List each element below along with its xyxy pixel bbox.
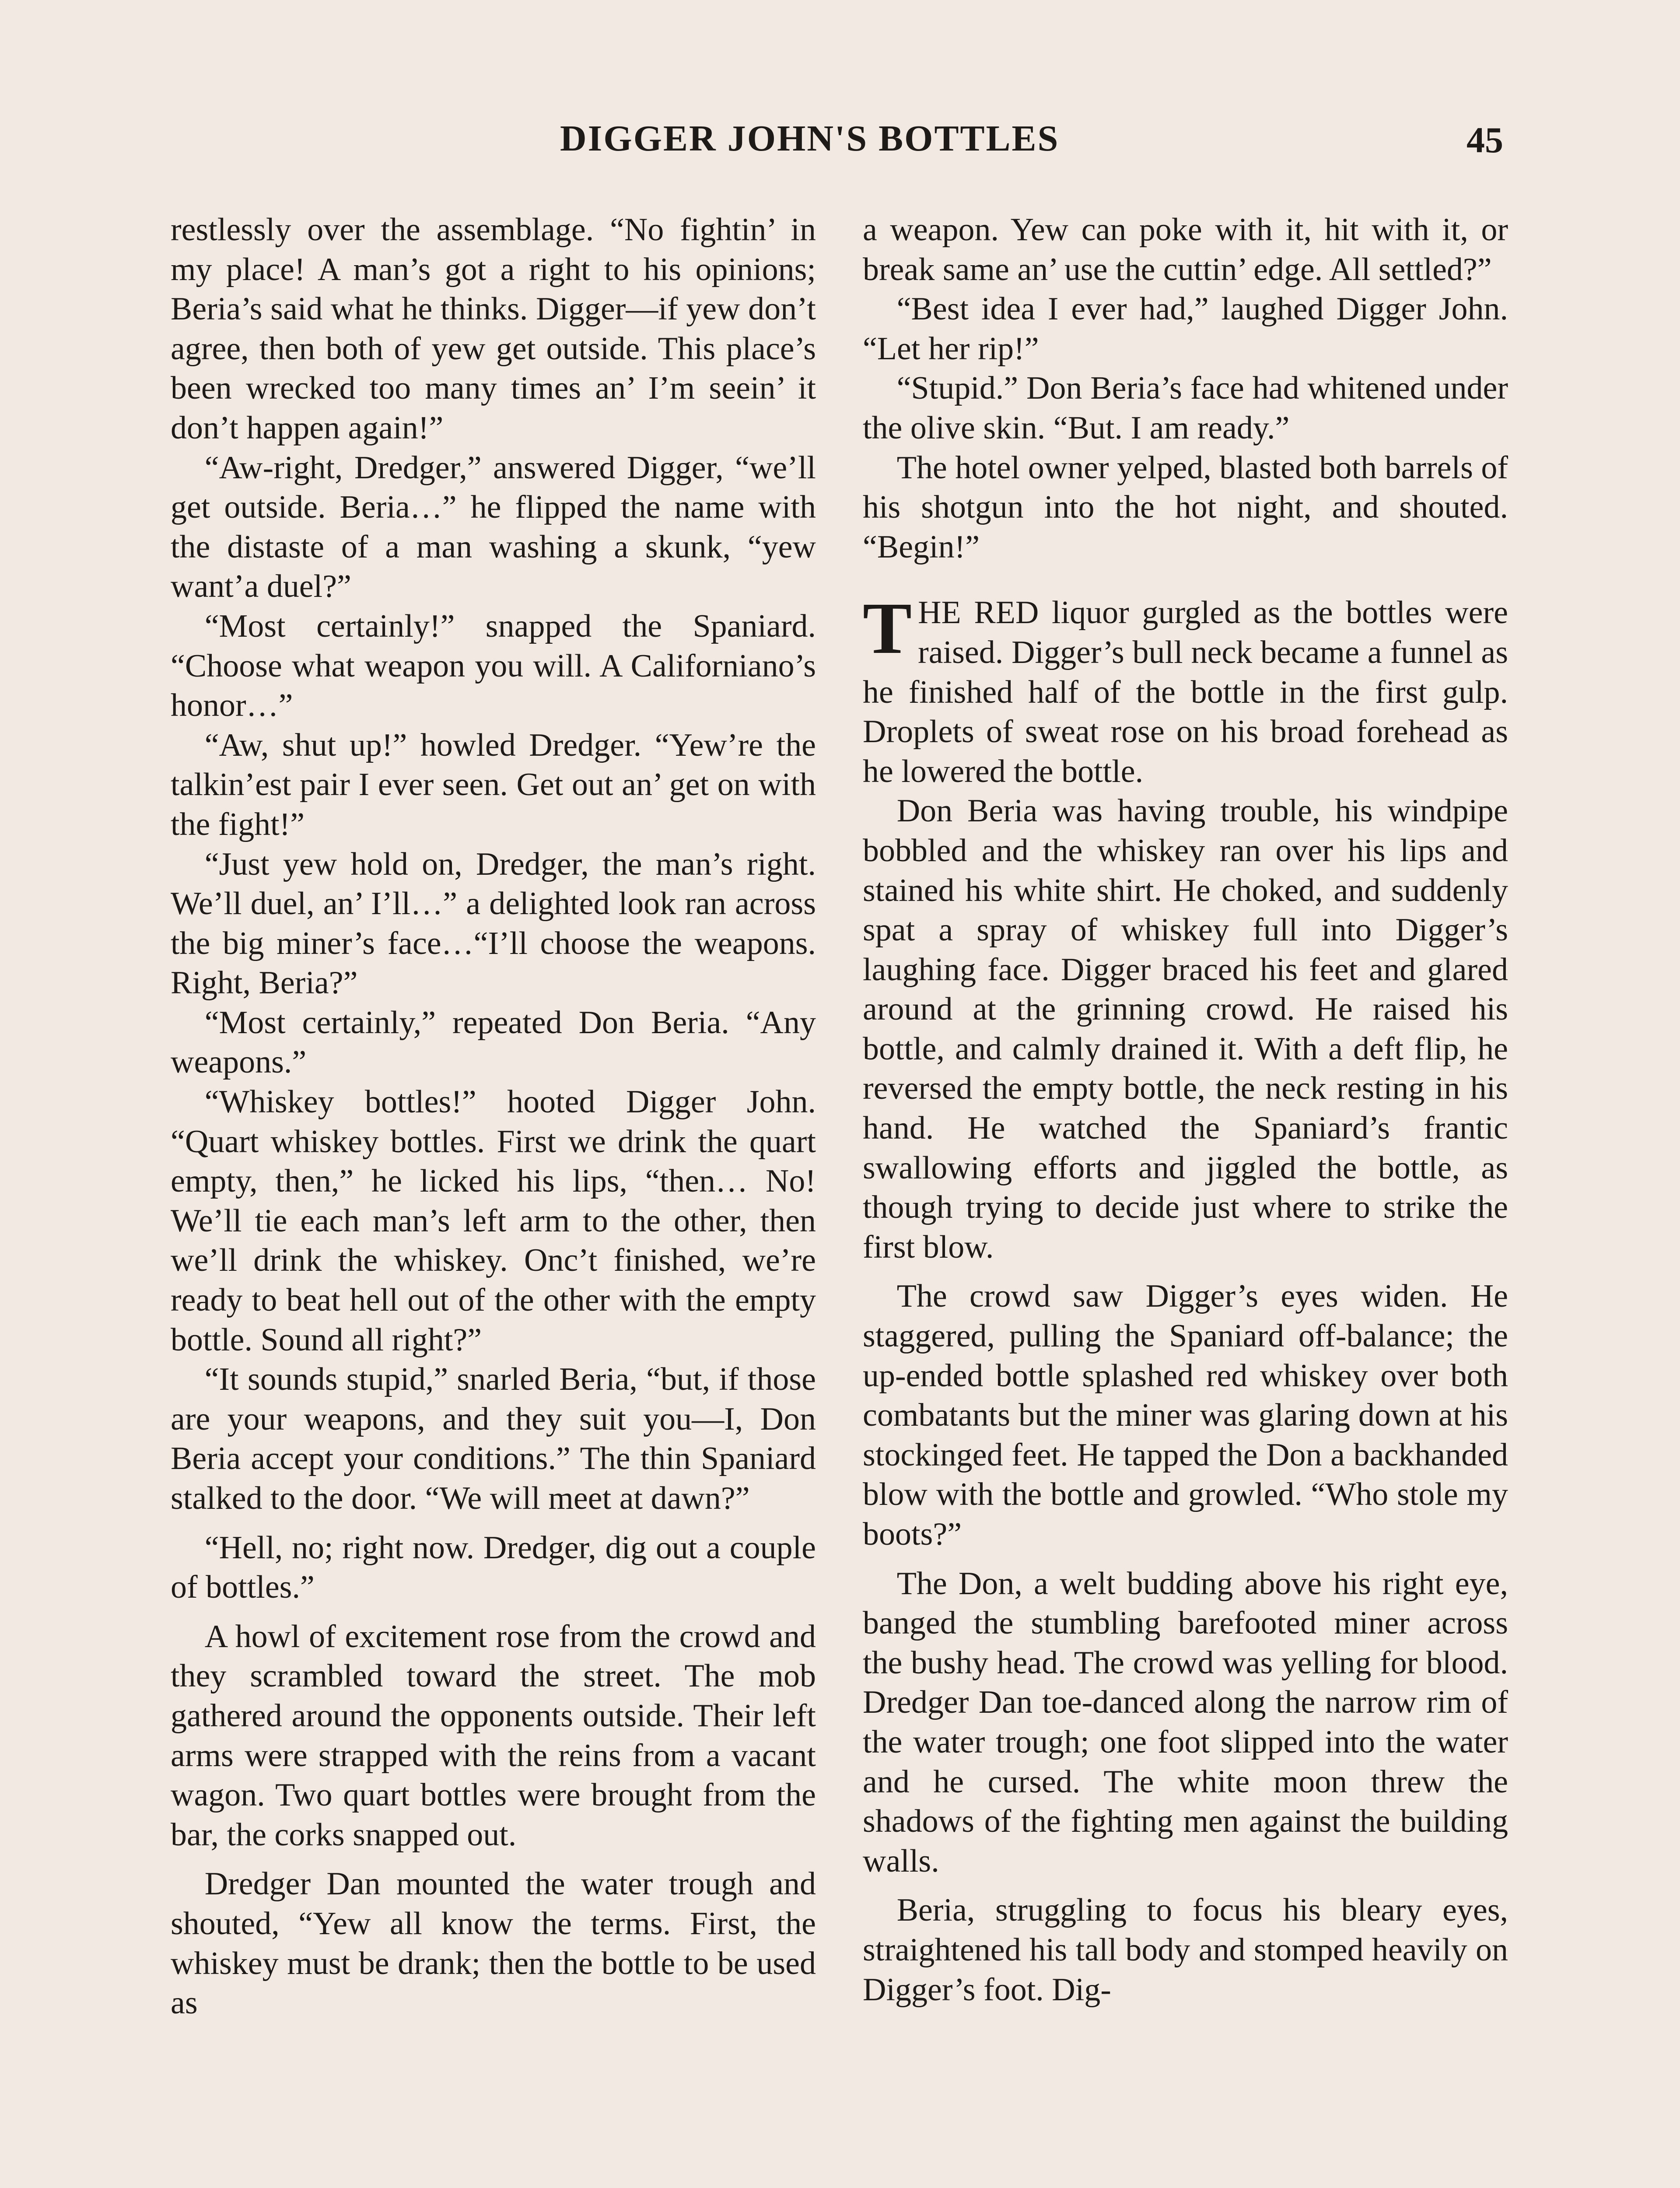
paragraph: “Just yew hold on, Dredger, the man’s right. We’ll duel, an’ I’ll…” a delighted look ran across the big miner’s face…“I’ll choose the weapons. Right, Beria?”	[171, 846, 816, 1001]
paragraph: “Stupid.” Don Beria’s face had whitened under the olive skin. “But. I am ready.”	[863, 370, 1508, 446]
paragraph: The Don, a welt budding above his right eye, banged the stumbling barefooted miner across the bushy head. The crowd was yelling for blood. Dredger Dan toe-danced along the narrow rim of the water trough; one foot slipped into the water and he cursed. The white moon threw the shadows of the fighting men against the building walls.	[863, 1565, 1508, 1879]
section-opening-paragraph	[863, 588, 1508, 791]
paragraph: Don Beria was having trouble, his windpipe bobbled and the whiskey ran over his lips and stained his white shirt. He choked, and suddenly spat a spray of whiskey full into Digger’s laughing face. Digger braced his feet and glared around at the grinning crowd. He raised his bottle, and calmly drained it. With a deft flip, he reversed the empty bottle, the neck resting in his hand. He watched the Spaniard’s frantic swallowing efforts and jiggled the bottle, as though trying to decide just where to strike the first blow.	[863, 793, 1508, 1265]
paragraph: “Most certainly!” snapped the Spaniard. “Choose what weapon you will. A Californiano’s honor…”	[171, 608, 816, 724]
drop-cap: T	[863, 588, 912, 670]
paragraph: “Whiskey bottles!” hooted Digger John. “Quart whiskey bottles. First we drink the quart empty, then,” he licked his lips, “then… No! We’ll tie each man’s left arm to the other, then we’ll drink the whiskey. Onc’t finished, we’re ready to beat hell out of the other with the empty bottle. Sound all right?”	[171, 1084, 816, 1358]
running-title: DIGGER JOHN'S BOTTLES	[560, 118, 1060, 159]
paragraph: Dredger Dan mounted the water trough and shouted, “Yew all know the terms. First, the whiskey must be drank; then the bottle to be used as	[171, 1866, 816, 2021]
paragraph: restlessly over the assemblage. “No fightin’ in my place! A man’s got a right to his opinions; Beria’s said what he thinks. Digger—if yew don’t agree, then both of yew get outside. This place’s been wrecked too many times an’ I’m seein’ it don’t happen again!”	[171, 212, 816, 446]
left-column	[171, 210, 816, 2023]
paragraph: “Aw, shut up!” howled Dredger. “Yew’re the talkin’est pair I ever seen. Get out an’ get on with the fight!”	[171, 727, 816, 842]
paragraph: “Most certainly,” repeated Don Beria. “Any weapons.”	[171, 1004, 816, 1080]
right-column	[863, 210, 1508, 2009]
paragraph: Beria, struggling to focus his bleary eyes, straightened his tall body and stomped heavily on Digger’s foot. Dig-	[863, 1892, 1508, 2008]
paragraph: “Best idea I ever had,” laughed Digger John. “Let her rip!”	[863, 291, 1508, 367]
paragraph: “Hell, no; right now. Dredger, dig out a couple of bottles.”	[171, 1529, 816, 1606]
paragraph: “Aw-right, Dredger,” answered Digger, “we’ll get outside. Beria…” he flipped the name with the distaste of a man washing a skunk, “yew want’a duel?”	[171, 449, 816, 605]
paragraph: The hotel owner yelped, blasted both barrels of his shotgun into the hot night, and shouted. “Begin!”	[863, 449, 1508, 565]
paragraph: The crowd saw Digger’s eyes widen. He staggered, pulling the Spaniard off-balance; the up-ended bottle splashed red whiskey over both combatants but the miner was glaring down at his stockinged feet. He tapped the Don a backhanded blow with the bottle and growled. “Who stole my boots?”	[863, 1278, 1508, 1552]
page-number: 45	[1466, 120, 1503, 161]
paragraph: A howl of excitement rose from the crowd and they scrambled toward the street. The mob gathered around the opponents outside. Their left arms were strapped with the reins from a vacant wagon. Two quart bottles were brought from the bar, the corks snapped out.	[171, 1618, 816, 1853]
paragraph: a weapon. Yew can poke with it, hit with it, or break same an’ use the cuttin’ edge. All settled?”	[863, 212, 1508, 288]
paragraph: “It sounds stupid,” snarled Beria, “but, if those are your weapons, and they suit you—I, Don Beria accept your conditions.” The thin Spaniard stalked to the door. “We will meet at dawn?”	[171, 1361, 816, 1516]
paragraph-text: HE RED liquor gurgled as the bottles were raised. Digger’s bull neck became a funnel as he finished half of the bottle in the first gulp. Droplets of sweat rose on his broad forehead as he lowered the bottle.	[863, 595, 1508, 789]
